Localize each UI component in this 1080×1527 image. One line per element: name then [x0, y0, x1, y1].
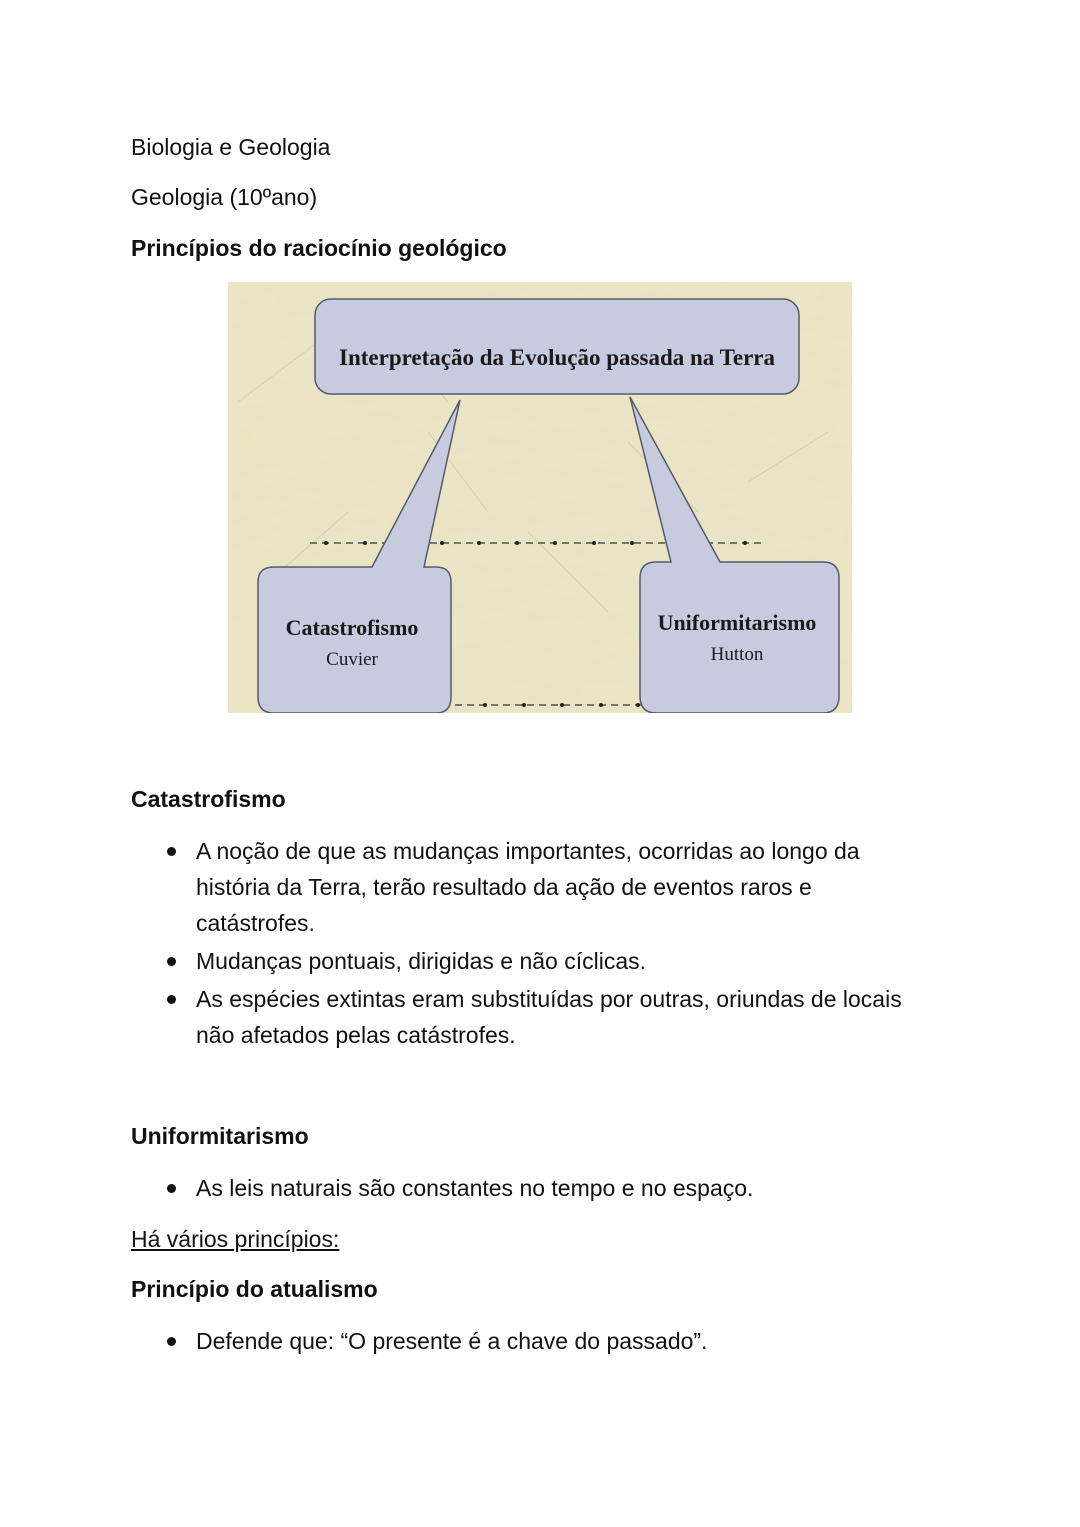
- section-heading-atualismo: Princípio do atualismo: [131, 1276, 378, 1302]
- list-item: Defende que: “O presente é a chave do passado”.: [131, 1323, 931, 1359]
- bullet-icon: [167, 957, 176, 966]
- top-box-label: Interpretação da Evolução passada na Terra: [339, 345, 775, 370]
- evolution-diagram: [228, 282, 852, 713]
- course-line: Geologia (10ºano): [131, 184, 318, 210]
- section-heading-uniformitarismo: Uniformitarismo: [131, 1123, 309, 1149]
- bullet-icon: [167, 1184, 176, 1193]
- left-box-author: Cuvier: [326, 649, 378, 670]
- principles-intro: Há vários princípios:: [131, 1226, 340, 1252]
- list-item: As leis naturais são constantes no tempo e no espaço.: [131, 1170, 931, 1206]
- section-heading-catastrofismo: Catastrofismo: [131, 786, 286, 812]
- right-box-author: Hutton: [710, 644, 764, 665]
- list-item: Mudanças pontuais, dirigidas e não cíclicas.: [131, 943, 931, 979]
- list-item: A noção de que as mudanças importantes, ocorridas ao longo da história da Terra, terão resultado da ação de eventos raros e catástrofes.: [131, 833, 931, 941]
- page-title: Princípios do raciocínio geológico: [131, 235, 507, 261]
- bullet-icon: [167, 995, 176, 1004]
- left-box-title: Catastrofismo: [285, 615, 419, 640]
- list-item: As espécies extintas eram substituídas por outras, oriundas de locais não afetados pelas catástrofes.: [131, 981, 931, 1053]
- bullet-icon: [167, 1337, 176, 1346]
- subject-line: Biologia e Geologia: [131, 134, 331, 160]
- catastrofismo-list: [131, 833, 931, 1055]
- bullet-icon: [167, 847, 176, 856]
- atualismo-list: [131, 1323, 931, 1361]
- right-box-title: Uniformitarismo: [657, 610, 817, 635]
- uniformitarismo-list: [131, 1170, 931, 1208]
